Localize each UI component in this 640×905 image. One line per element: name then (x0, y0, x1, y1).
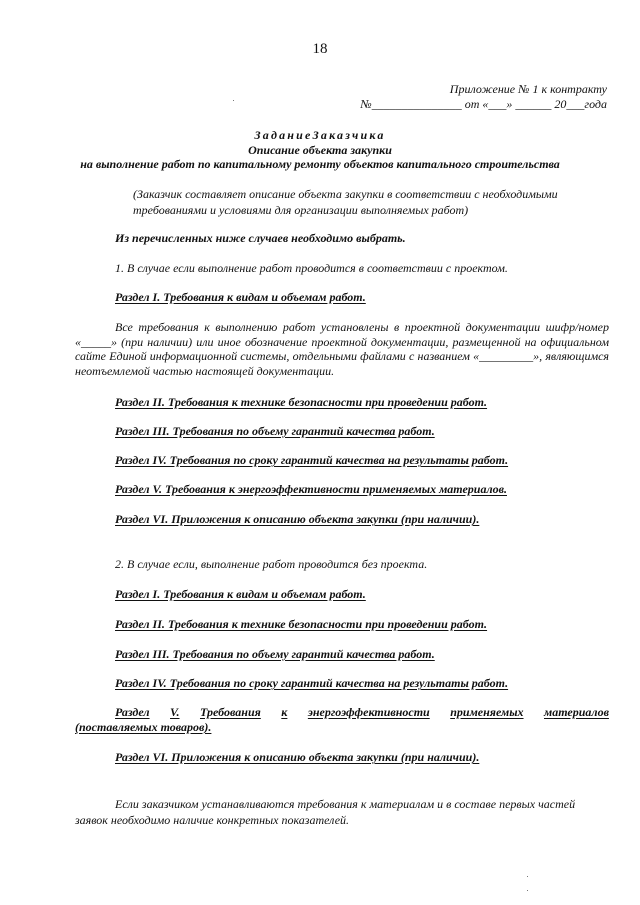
case1-section-5: Раздел V. Требования к энергоэффективности применяемых материалов. (115, 482, 507, 496)
customer-note (133, 186, 613, 218)
footer-paragraph: Если заказчиком устанавливаются требования к материалам и в составе первых частей заявок необходимо наличие конкретных показателей. (75, 797, 576, 827)
case2-section-1: Раздел I. Требования к видам и объемам работ. (115, 587, 366, 601)
case1-section-1: Раздел I. Требования к видам и объемам работ. (115, 290, 366, 304)
case2-section-5-word: энергоэффективности (307, 705, 430, 719)
appendix-reference: Приложение № 1 к контракту (449, 82, 607, 96)
case2-section-4: Раздел IV. Требования по сроку гарантий качества на результаты работ. (115, 676, 509, 690)
case2-section-5-word: Требования (199, 705, 261, 719)
heading-procurement-description: Описание объекта закупки (248, 143, 392, 157)
case2-section-5 (75, 705, 609, 735)
case2-section-3: Раздел III. Требования по объему гарантий качества работ. (115, 647, 435, 661)
case2-section-5-word: V. (170, 705, 180, 719)
case2-section-5-continuation: (поставляемых товаров). (75, 720, 212, 734)
heading-work-subject: на выполнение работ по капитальному ремонту объектов капитального строительства (80, 157, 560, 171)
case2-section-2: Раздел II. Требования к технике безопасности при проведении работ. (115, 617, 488, 631)
case2-intro: 2. В случае если, выполнение работ проводится без проекта. (115, 557, 428, 571)
case1-section-3: Раздел III. Требования по объему гарантий качества работ. (115, 424, 435, 438)
case1-section-2: Раздел II. Требования к технике безопасности при проведении работ. (115, 395, 488, 409)
case2-section-5-word: к (281, 705, 288, 719)
case1-section-6: Раздел VI. Приложения к описанию объекта закупки (при наличии). (115, 512, 480, 526)
scan-speck (527, 876, 528, 877)
case2-section-5-word: материалов (544, 705, 609, 719)
choose-instruction: Из перечисленных ниже случаев необходимо выбрать. (115, 231, 406, 245)
scan-speck (233, 100, 234, 101)
case1-requirements-paragraph: Все требования к выполнению работ установлены в проектной документации шифр/номер «_____» (при наличии) или иное обозначение проектной документации, размещенной на официальном сайте Единой информационной системы, отдельными файлами с названием «_________», являющимся неотъемлемой частью настоящей документации. (75, 320, 609, 378)
customer-note-line2: требованиями и условиями для организации выполняемых работ) (133, 203, 469, 217)
case1-section-4: Раздел IV. Требования по сроку гарантий качества на результаты работ. (115, 453, 509, 467)
scan-speck (527, 890, 528, 891)
contract-number-date-line: №_______________ от «___» ______ 20___года (360, 97, 607, 111)
page-number: 18 (312, 41, 328, 57)
case2-section-5-word: применяемых (450, 705, 524, 719)
heading-customer-task: ЗаданиеЗаказчика (254, 128, 386, 142)
case2-section-6: Раздел VI. Приложения к описанию объекта закупки (при наличии). (115, 750, 480, 764)
case2-section-5-word: Раздел (115, 705, 150, 719)
case1-intro: 1. В случае если выполнение работ проводится в соответствии с проектом. (115, 261, 508, 275)
customer-note-line1: (Заказчик составляет описание объекта закупки в соответствии с необходимыми (133, 187, 558, 201)
